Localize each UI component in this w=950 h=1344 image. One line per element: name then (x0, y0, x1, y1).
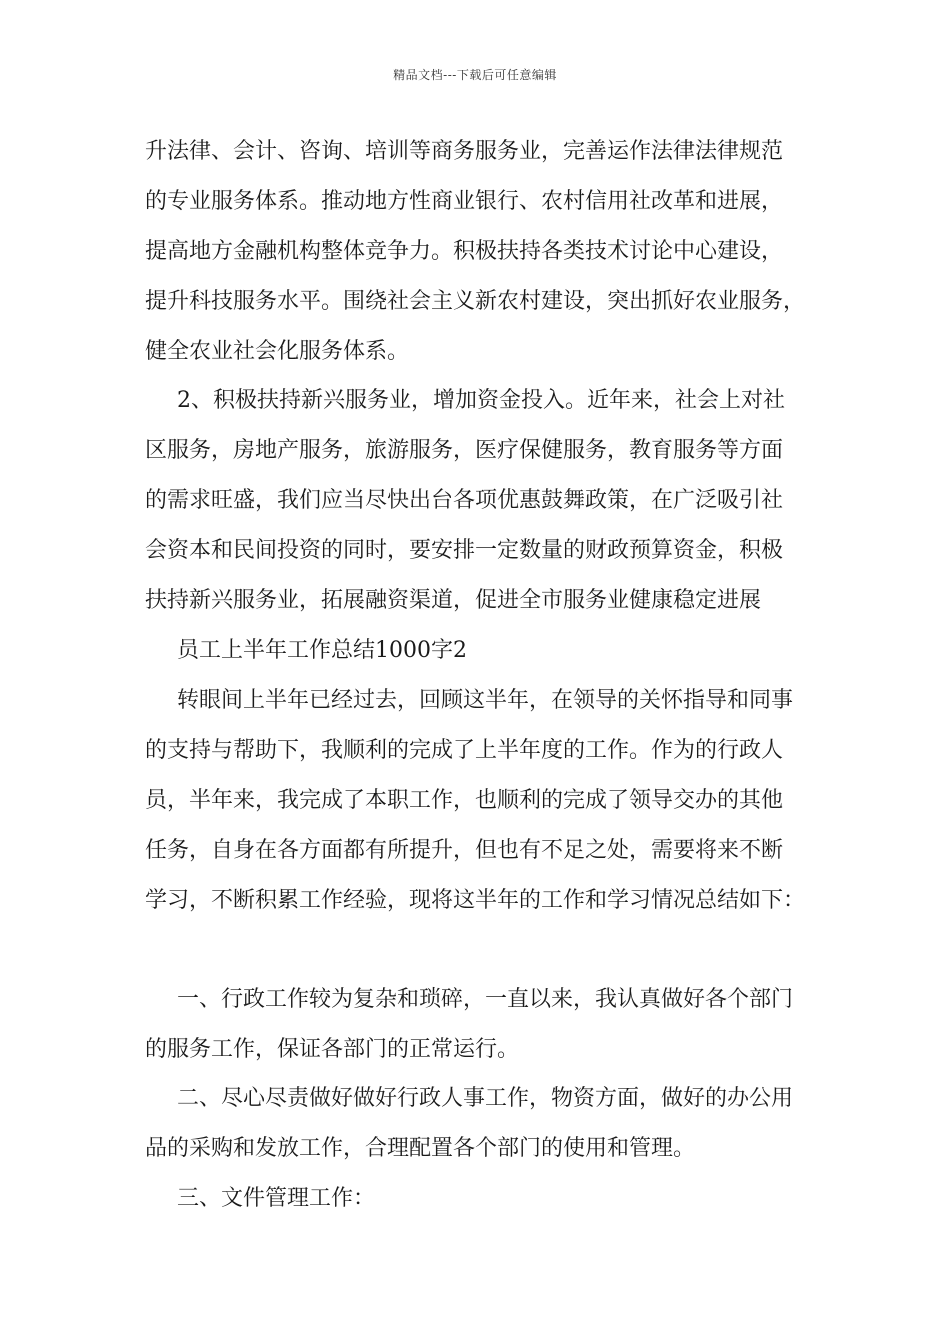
text-line: 升法律、会计、咨询、培训等商务服务业，完善运作法律法律规范 (145, 139, 784, 164)
text-line: 任务，自身在各方面都有所提升，但也有不足之处，需要将来不断 (145, 838, 784, 863)
text-line: 提高地方金融机构整体竞争力。积极扶持各类技术讨论中心建设， (145, 239, 784, 264)
text-line: 区服务，房地产服务，旅游服务，医疗保健服务，教育服务等方面 (145, 438, 784, 463)
text-line: 三、文件管理工作： (177, 1186, 376, 1211)
text-line: 的需求旺盛，我们应当尽快出台各项优惠鼓舞政策，在广泛吸引社 (145, 488, 784, 513)
text-line: 二、尽心尽责做好做好行政人事工作，物资方面，做好的办公用 (177, 1086, 794, 1111)
text-line: 会资本和民间投资的同时，要安排一定数量的财政预算资金，积极 (145, 538, 784, 563)
text-line: 品的采购和发放工作，合理配置各个部门的使用和管理。 (145, 1136, 696, 1161)
text-line: 学习，不断积累工作经验，现将这半年的工作和学习情况总结如下： (145, 888, 806, 913)
text-line: 健全农业社会化服务体系。 (145, 339, 410, 364)
text-line: 一、行政工作较为复杂和琐碎，一直以来，我认真做好各个部门 (177, 987, 794, 1012)
text-line: 扶持新兴服务业，拓展融资渠道，促进全市服务业健康稳定进展 (145, 588, 762, 613)
text-line: 员，半年来，我完成了本职工作，也顺利的完成了领导交办的其他 (145, 788, 784, 813)
page-header: 精品文档---下载后可任意编辑 (393, 68, 557, 82)
text-line: 2、积极扶持新兴服务业，增加资金投入。近年来，社会上对社 (177, 388, 785, 413)
text-line: 提升科技服务水平。围绕社会主义新农村建设，突出抓好农业服务， (145, 289, 806, 314)
text-line: 转眼间上半年已经过去，回顾这半年，在领导的关怀指导和同事 (177, 688, 794, 713)
section-heading: 员工上半年工作总结1000字2 (177, 638, 467, 663)
text-line: 的支持与帮助下，我顺利的完成了上半年度的工作。作为的行政人 (145, 738, 784, 763)
text-line: 的专业服务体系。推动地方性商业银行、农村信用社改革和进展， (145, 189, 784, 214)
text-line: 的服务工作，保证各部门的正常运行。 (145, 1037, 520, 1062)
